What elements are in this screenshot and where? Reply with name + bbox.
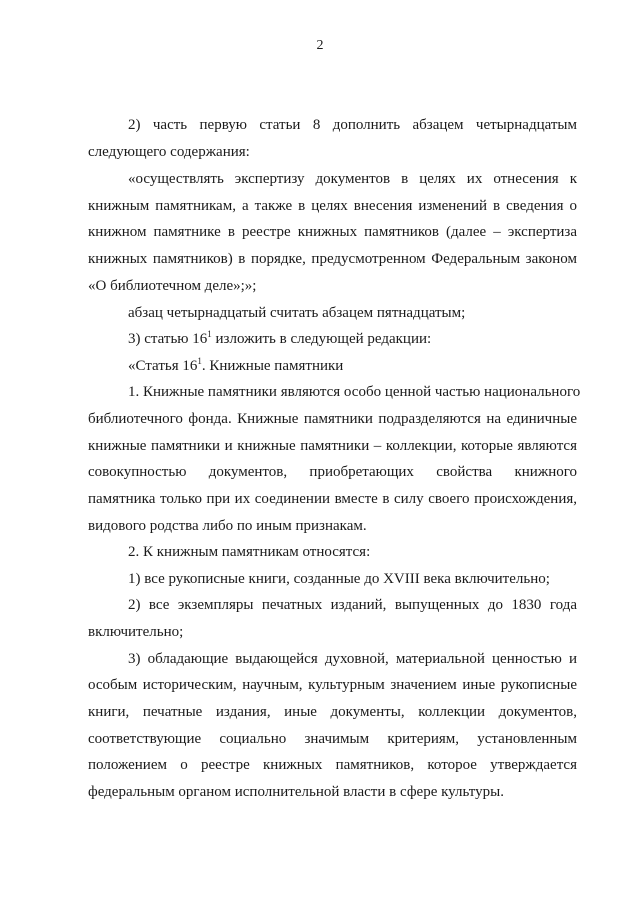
text-line: совокупностью документов, приобретающих свойства книжного <box>88 464 577 480</box>
text-line: книжные памятники и книжные памятники – коллекции, которые являются <box>88 438 577 454</box>
text-line: библиотечного фонда. Книжные памятники подразделяются на единичные <box>88 411 577 427</box>
text-line: положением о реестре книжных памятников, которое утверждается <box>88 757 577 773</box>
page-number: 2 <box>316 38 324 53</box>
article-heading <box>128 357 343 375</box>
text-line <box>128 330 431 348</box>
text-line: книжном памятнике в реестре книжных памятников (далее – экспертиза <box>88 224 577 240</box>
text-line: видового родства либо по иным признакам. <box>88 518 367 534</box>
text-line: особым историческим, научным, культурным значением иные рукописные <box>88 677 577 693</box>
text-line: памятника только при их соединении вместе в силу своего происхождения, <box>88 491 577 507</box>
text-line: федеральным органом исполнительной власти в сфере культуры. <box>88 784 504 800</box>
superscript: 1 <box>207 329 212 339</box>
text-line: «осуществлять экспертизу документов в целях их отнесения к <box>128 171 577 187</box>
text-fragment: изложить в следующей редакции: <box>211 331 432 347</box>
text-line: абзац четырнадцатый считать абзацем пятнадцатым; <box>128 305 466 321</box>
text-line: следующего содержания: <box>88 144 250 160</box>
text-line: книги, печатные издания, иные документы, коллекции документов, <box>88 704 577 720</box>
text-line: 2) часть первую статьи 8 дополнить абзацем четырнадцатым <box>128 117 577 133</box>
text-fragment: 3) статью 16 <box>128 331 208 347</box>
text-line: включительно; <box>88 624 184 640</box>
text-line: 2. К книжным памятникам относятся: <box>128 544 371 560</box>
text-line: книжных памятников) в порядке, предусмотренном Федеральным законом <box>88 251 577 267</box>
text-line: 1) все рукописные книги, созданные до XVIII века включительно; <box>128 571 550 587</box>
text-line: 3) обладающие выдающейся духовной, материальной ценностью и <box>128 651 577 667</box>
text-fragment: «Статья 16 <box>128 358 198 374</box>
text-line: 1. Книжные памятники являются особо ценной частью национального <box>128 384 581 400</box>
text-line: «О библиотечном деле»;»; <box>88 278 257 294</box>
text-line: книжным памятникам, а также в целях внесения изменений в сведения о <box>88 198 577 214</box>
text-fragment: . Книжные памятники <box>201 358 344 374</box>
text-line: соответствующие социально значимым критериям, установленным <box>88 731 577 747</box>
text-line: 2) все экземпляры печатных изданий, выпущенных до 1830 года <box>128 597 577 613</box>
superscript: 1 <box>197 356 202 366</box>
